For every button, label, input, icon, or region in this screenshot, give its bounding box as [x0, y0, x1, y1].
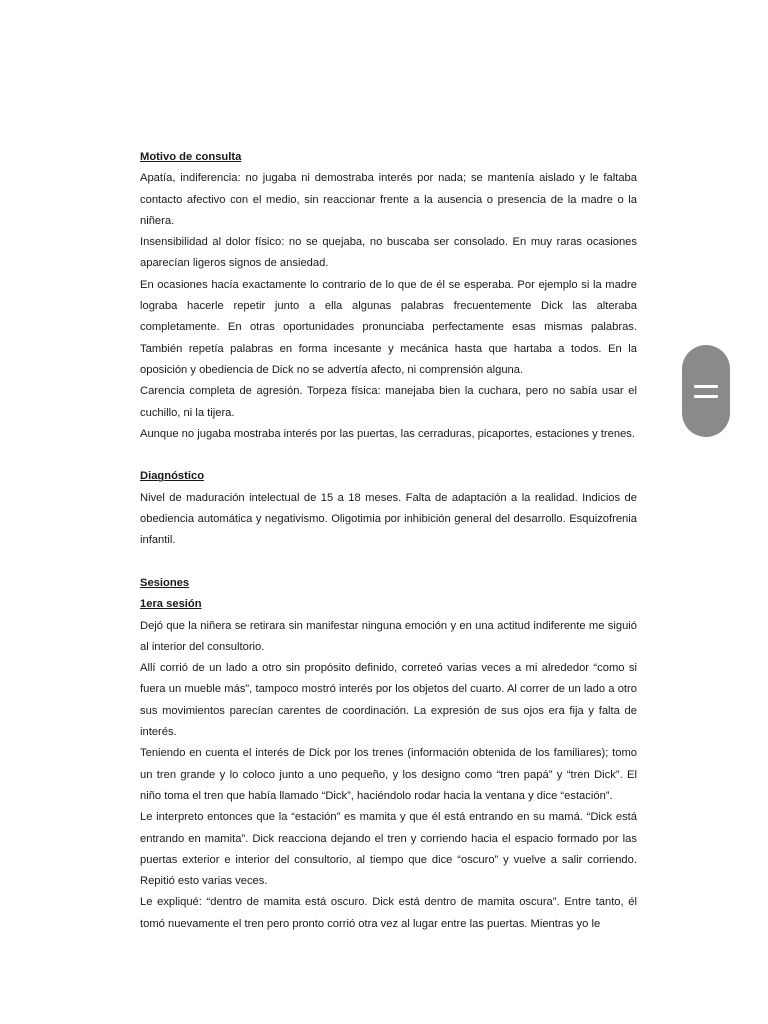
- handle-grip-icon: [694, 385, 718, 388]
- section-gap: [140, 552, 637, 573]
- section-heading-sesiones: Sesiones: [140, 576, 190, 589]
- paragraph: Le interpreto entonces que la “estación” es mamita y que él está entrando en su mamá. “Dick está entrando en mamita”. Dick reacciona dejando el tren y corriendo hacia el espacio formado por las puertas exterior e interior del consultorio, al tiempo que dice “oscuro” y vuelve a salir corriendo. Repitió esto varias veces.: [140, 811, 637, 888]
- section-gap: [140, 445, 637, 466]
- paragraph: Teniendo en cuenta el interés de Dick por los trenes (información obtenida de los familiares); tomo un tren grande y lo coloco junto a uno pequeño, y los designo como “tren papá” y “tren Dick”. El niño toma el tren que había llamado “Dick”, haciéndolo rodar hacia la ventana y dice “estación”.: [140, 747, 637, 802]
- paragraph: Insensibilidad al dolor físico: no se quejaba, no buscaba ser consolado. En muy raras ocasiones aparecían ligeros signos de ansiedad.: [140, 236, 637, 270]
- paragraph: Dejó que la niñera se retirara sin manifestar ninguna emoción y en una actitud indiferente me siguió al interior del consultorio.: [140, 619, 637, 653]
- paragraph: Apatía, indiferencia: no jugaba ni demostraba interés por nada; se mantenía aislado y le faltaba contacto afectivo con el medio, sin reaccionar frente a la ausencia o presencia de la madre o la niñera.: [140, 172, 637, 227]
- paragraph: En ocasiones hacía exactamente lo contrario de lo que de él se esperaba. Por ejemplo si la madre lograba hacerle repetir junto a ella algunas palabras frecuentemente Dick las alteraba completamente. En otras oportunidades pronunciaba perfectamente esas mismas palabras. También repetía palabras en forma incesante y mecánica hasta que hartaba a todos. En la oposición y obediencia de Dick no se advertía afecto, ni comprensión alguna.: [140, 278, 637, 376]
- section-heading-motivo: Motivo de consulta: [140, 151, 242, 163]
- scroll-handle[interactable]: [682, 345, 730, 437]
- paragraph: Allí corrió de un lado a otro sin propósito definido, correteó varias veces a mi alrededor “como si fuera un mueble más”, tampoco mostró interés por los objetos del cuarto. Al correr de un lado a otro sus movimientos parecían carentes de coordinación. La expresión de sus ojos era fija y falta de interés.: [140, 662, 637, 739]
- subheading-1era-sesion: 1era sesión: [140, 598, 202, 611]
- paragraph: Le expliqué: “dentro de mamita está oscuro. Dick está dentro de mamita oscura”. Entre tanto, él tomó nuevamente el tren pero pronto corrió otra vez al lugar entre las puertas. Mientras yo le: [140, 896, 637, 930]
- document-page: [140, 147, 637, 935]
- paragraph: Aunque no jugaba mostraba interés por las puertas, las cerraduras, picaportes, estaciones y trenes.: [140, 427, 636, 440]
- handle-grip-icon: [694, 395, 718, 398]
- paragraph: Carencia completa de agresión. Torpeza física: manejaba bien la cuchara, pero no sabía usar el cuchillo, ni la tijera.: [140, 385, 637, 419]
- section-heading-diagnostico: Diagnóstico: [140, 470, 205, 483]
- paragraph: Nivel de maduración intelectual de 15 a 18 meses. Falta de adaptación a la realidad. Indicios de obediencia automática y negativismo. Oligotimia por inhibición general del desarrollo. Esquizofrenia infantil.: [140, 491, 637, 547]
